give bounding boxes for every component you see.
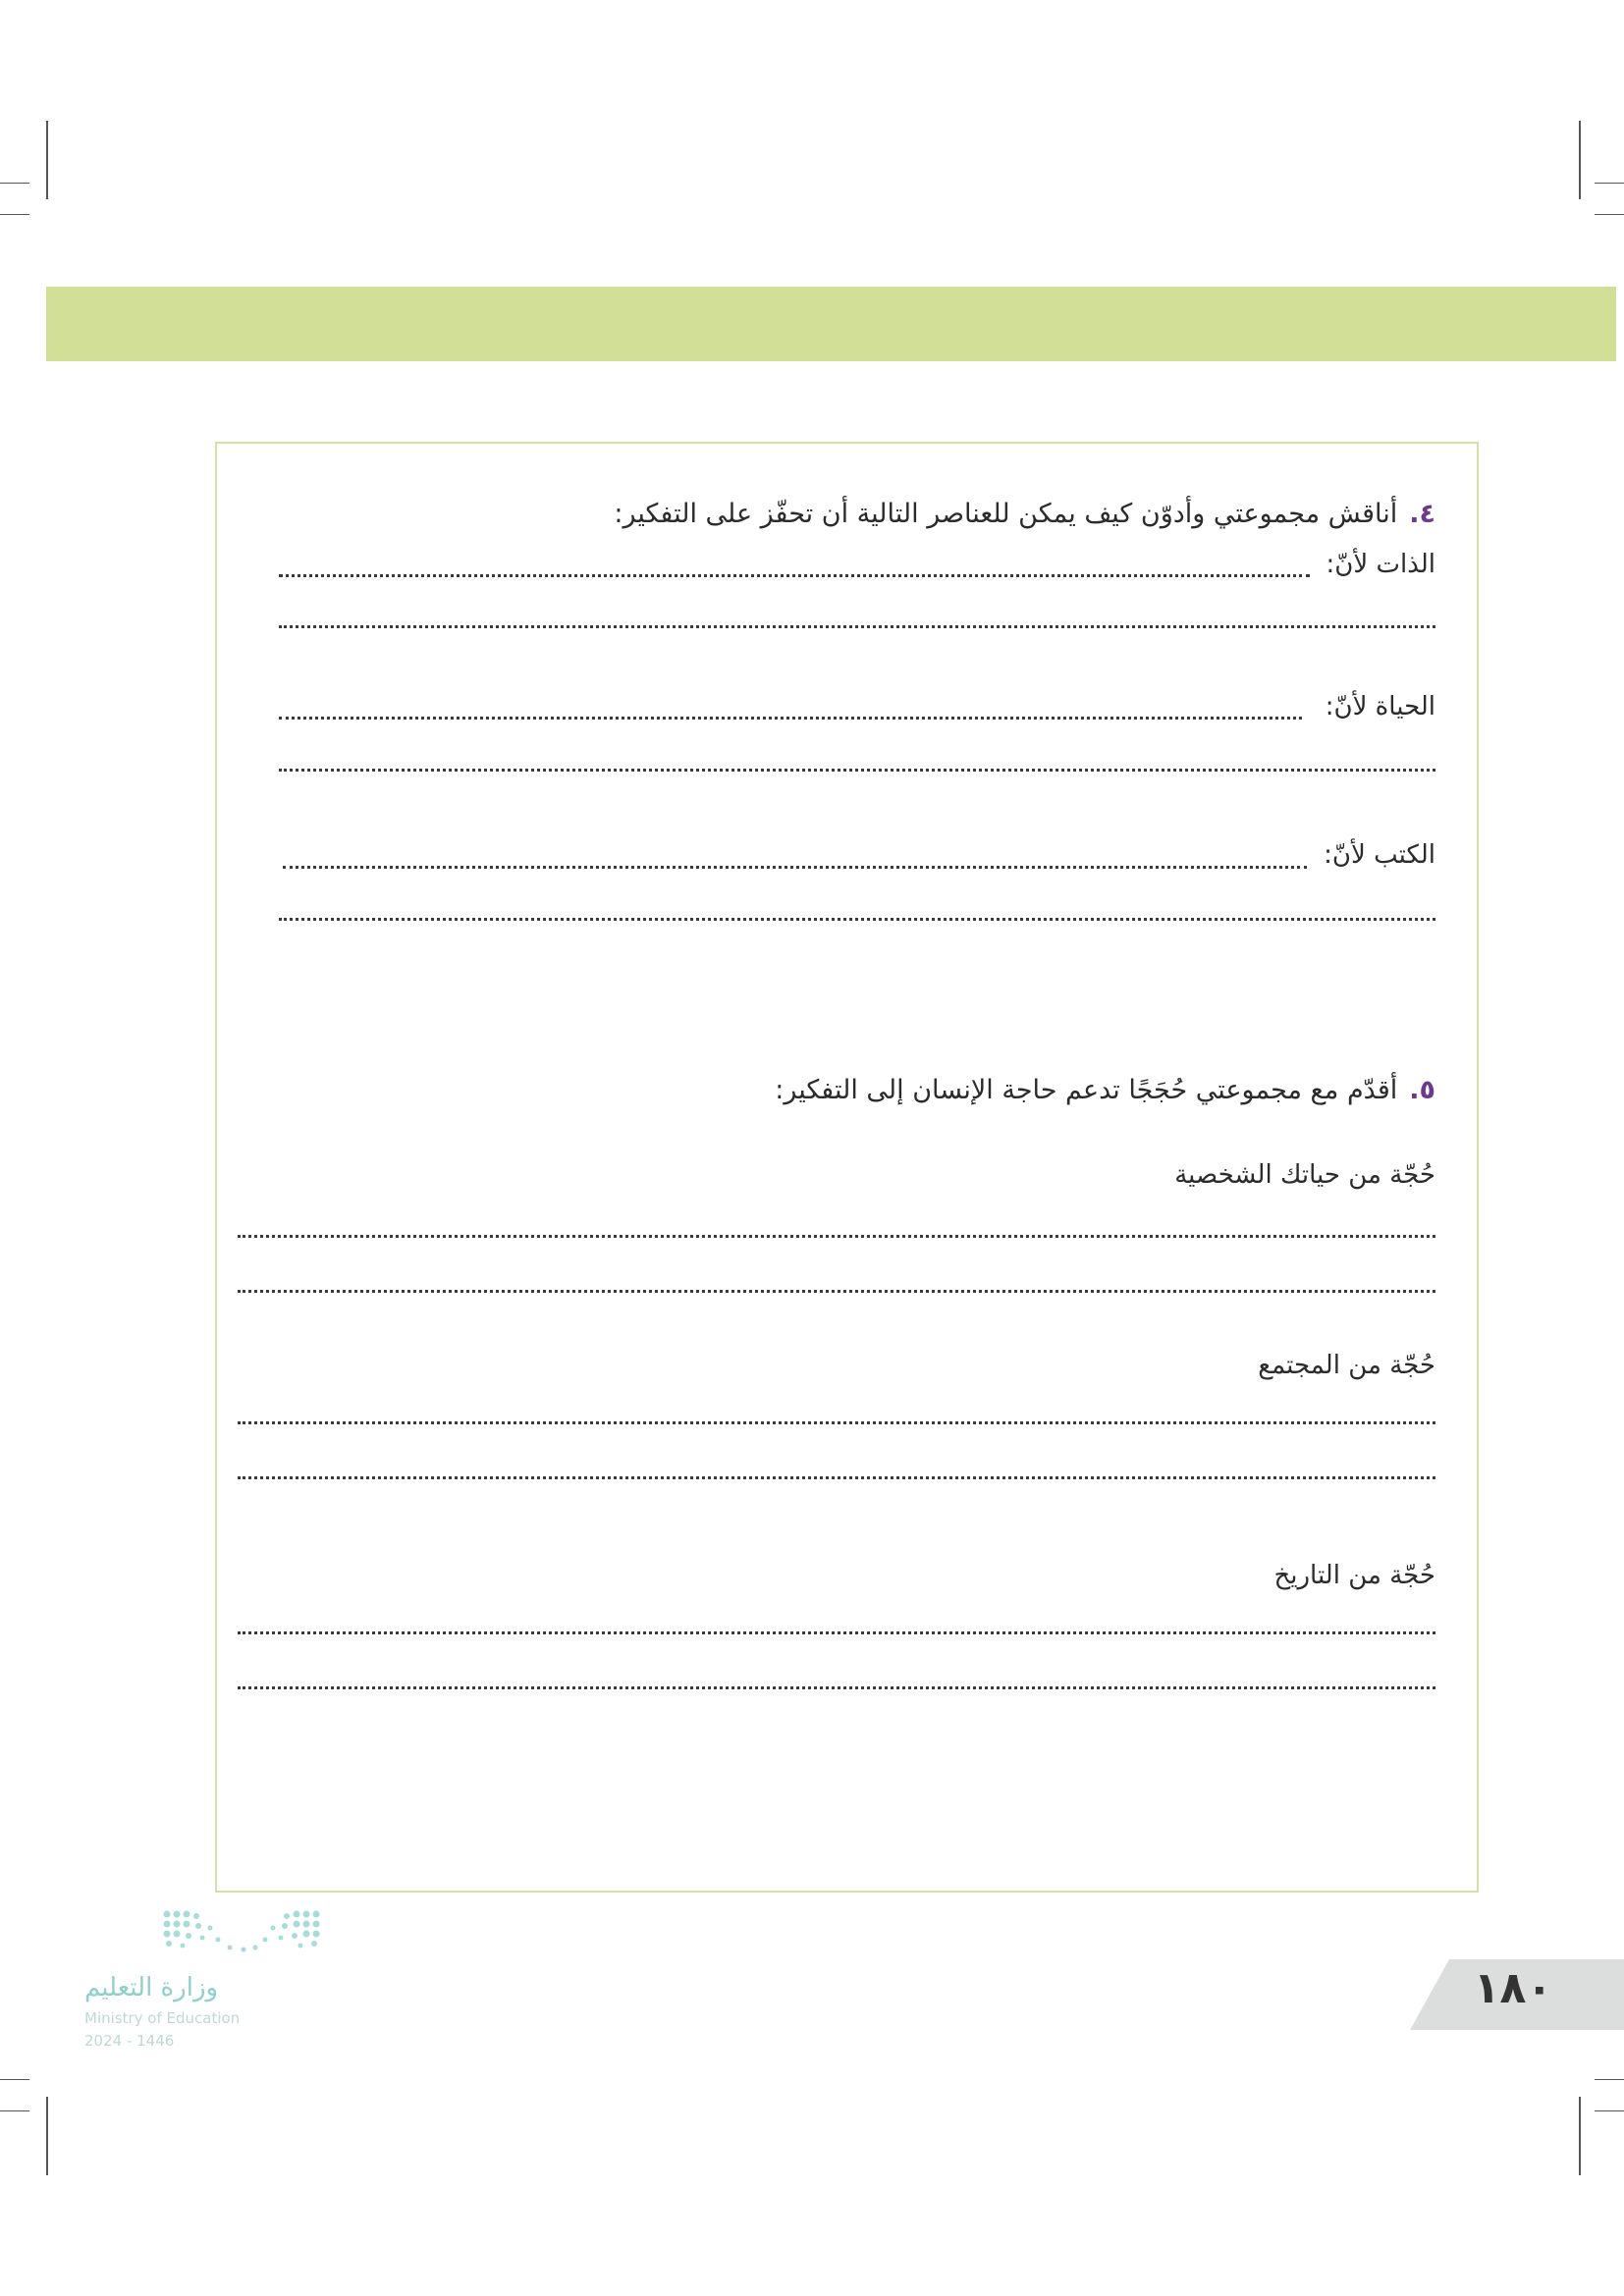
q5-item-society-label: حُجّة من المجتمع <box>1258 1351 1435 1380</box>
q5-answer-line[interactable] <box>238 1631 1435 1634</box>
q4-item-books-label: الكتب لأنّ: <box>1324 840 1435 870</box>
q5-answer-line[interactable] <box>238 1421 1435 1424</box>
q4-answer-line[interactable] <box>283 866 1307 869</box>
crop-mark <box>0 2079 29 2080</box>
question-5-text: أقدّم مع مجموعتي حُجَجًا تدعم حاجة الإنسان إلى التفكير: <box>775 1075 1398 1105</box>
q5-answer-line[interactable] <box>238 1476 1435 1479</box>
question-5-number: ٥. <box>1409 1075 1435 1105</box>
q4-answer-line[interactable] <box>279 717 1302 720</box>
ministry-name-english: Ministry of Education <box>84 2009 241 2027</box>
q4-item-life-label: الحياة لأنّ: <box>1325 692 1435 721</box>
ministry-name-arabic: وزارة التعليم <box>84 1973 219 2002</box>
crop-mark <box>1595 183 1624 184</box>
question-4 <box>614 499 1435 529</box>
crop-mark <box>1595 2110 1624 2111</box>
crop-mark <box>0 2110 29 2111</box>
crop-mark <box>1595 2079 1624 2080</box>
question-4-text: أناقش مجموعتي وأدوّن كيف يمكن للعناصر التالية أن تحفّز على التفكير: <box>614 499 1398 529</box>
q5-answer-line[interactable] <box>238 1235 1435 1238</box>
q5-answer-line[interactable] <box>238 1686 1435 1689</box>
q5-item-personal-label: حُجّة من حياتك الشخصية <box>1174 1160 1435 1190</box>
crop-mark <box>1579 121 1581 199</box>
q4-answer-line[interactable] <box>279 625 1435 628</box>
q4-item-self-label: الذات لأنّ: <box>1326 550 1435 579</box>
page-number: ١٨٠ <box>1473 1963 1553 2013</box>
question-5 <box>775 1075 1435 1105</box>
crop-mark <box>46 121 48 199</box>
crop-mark <box>1579 2097 1581 2175</box>
crop-mark <box>0 183 29 184</box>
edition-year: 2024 - 1446 <box>84 2032 175 2050</box>
q4-answer-line[interactable] <box>279 918 1435 921</box>
q4-answer-line[interactable] <box>279 574 1310 577</box>
crop-mark <box>0 214 29 215</box>
question-4-number: ٤. <box>1409 499 1435 529</box>
q5-answer-line[interactable] <box>238 1290 1435 1293</box>
q4-answer-line[interactable] <box>279 769 1435 772</box>
header-band <box>46 287 1616 361</box>
q5-item-history-label: حُجّة من التاريخ <box>1273 1561 1435 1590</box>
ministry-logo-icon <box>161 1908 322 1957</box>
crop-mark <box>1595 214 1624 215</box>
crop-mark <box>46 2097 48 2175</box>
